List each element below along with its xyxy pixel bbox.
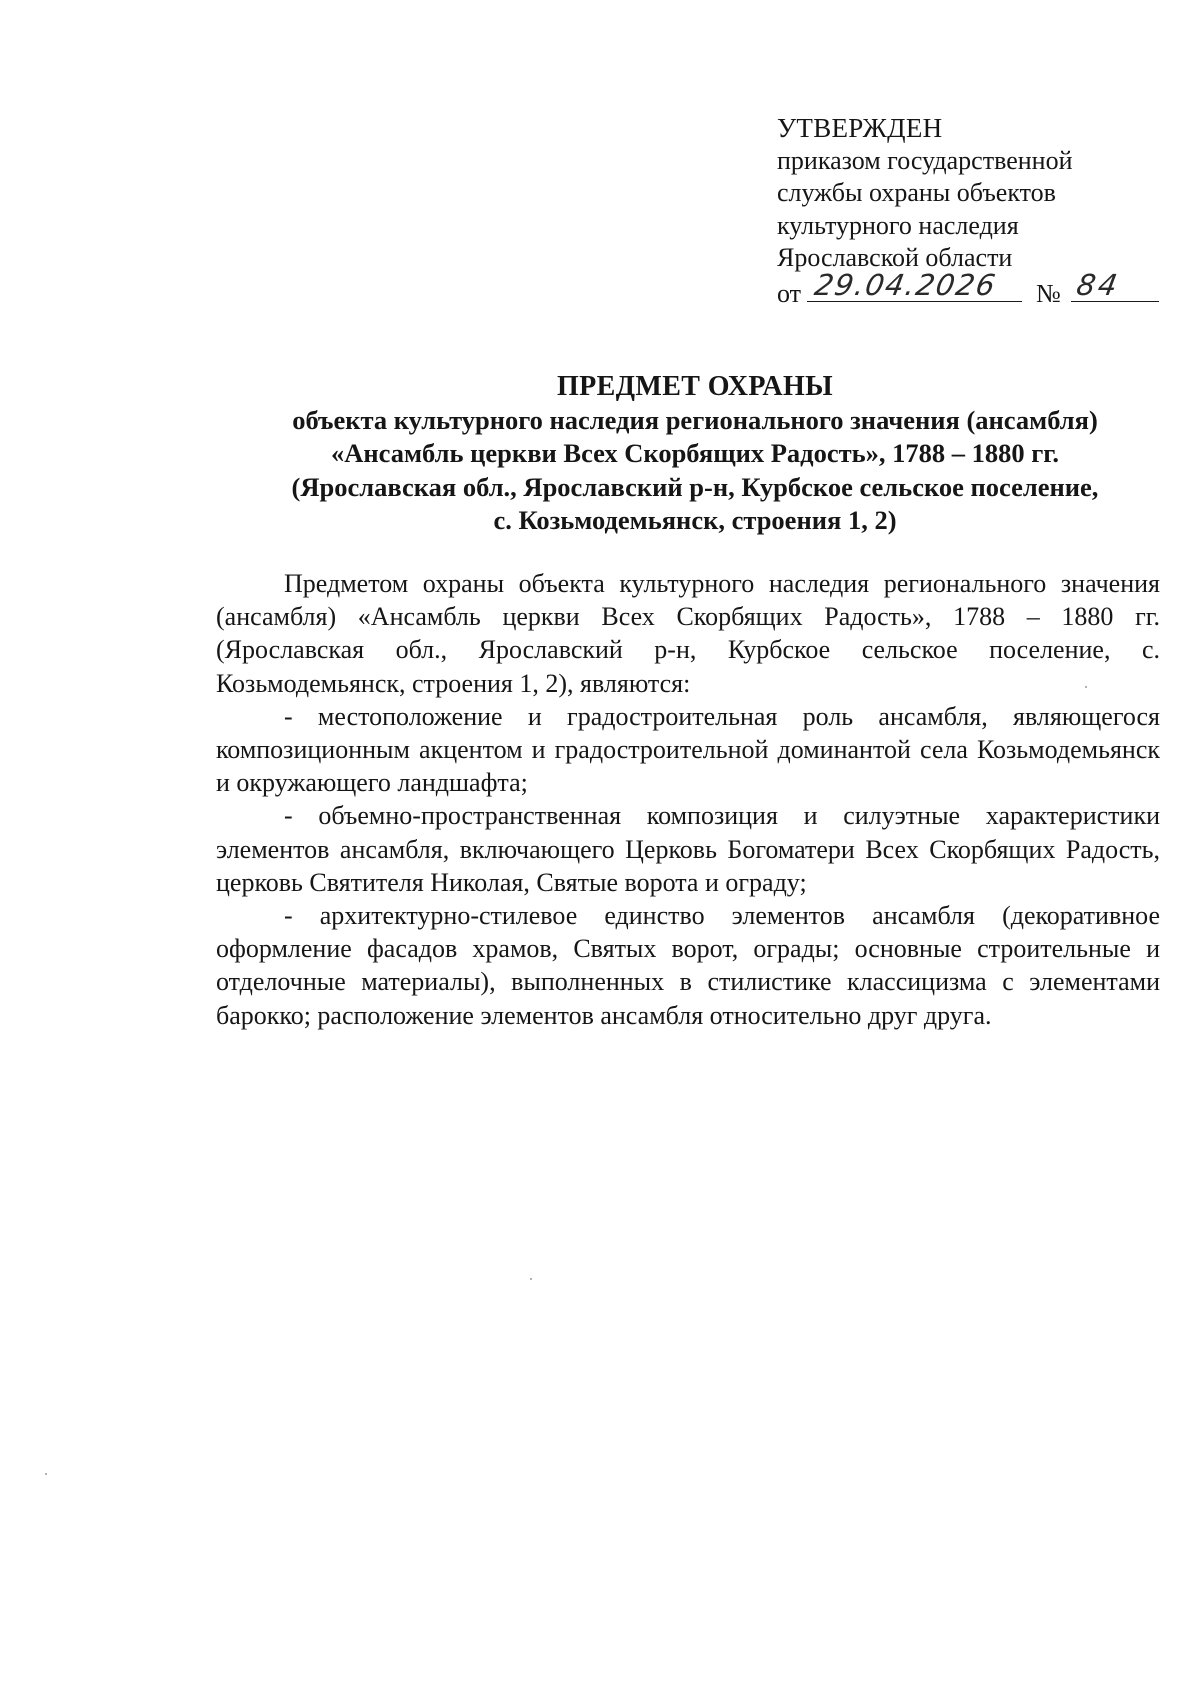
- body-paragraph-intro: Предметом охраны объекта культурного наследия регионального значения (ансамбля) «Ансамбль церкви Всех Скорбящих Радость», 1788 – 1880 гг. (Ярославская обл., Ярославский р-н, Курбское сельское поселение, с. Козьмодемьянск, строения 1, 2), являются:: [216, 569, 1160, 698]
- body-paragraph-item: - архитектурно-стилевое единство элементов ансамбля (декоративное оформление фасадов храмов, Святых ворот, ограды; основные строительные и отделочные материалы), выполненных в стилистике классицизма с элементами барокко; расположение элементов ансамбля относительно друг друга.: [216, 901, 1160, 1030]
- date-prefix: от: [777, 278, 802, 308]
- body-paragraph-item: - местоположение и градостроительная роль ансамбля, являющегося композиционным акцентом и градостроительной доминантой села Козьмодемьянск и окружающего ландшафта;: [216, 701, 1160, 798]
- title-line: (Ярославская обл., Ярославский р-н, Курбское сельское поселение,: [291, 471, 1099, 502]
- title-block: [200, 370, 1190, 538]
- title-line: объекта культурного наследия регионального значения (ансамбля): [292, 404, 1098, 435]
- approval-line: культурного наследия: [777, 210, 1019, 240]
- approval-line: Ярославской области: [777, 243, 1013, 272]
- body-text: [216, 567, 1160, 1032]
- approval-line: приказом государственной: [777, 145, 1073, 175]
- body-paragraph-item: - объемно-пространственная композиция и силуэтные характеристики элементов ансамбля, включающего Церковь Богоматери Всех Скорбящих Радость, церковь Святителя Николая, Святые ворота и ограду;: [216, 801, 1160, 897]
- approval-line: службы охраны объектов: [777, 178, 1056, 207]
- scan-speck: [530, 1278, 532, 1280]
- document-title: ПРЕДМЕТ ОХРАНЫ: [556, 371, 834, 402]
- scan-speck: [45, 1473, 47, 1475]
- scan-speck: [1085, 686, 1087, 688]
- handwritten-date: 29.04.2026: [812, 267, 1000, 302]
- number-fill-line: [1071, 267, 1159, 302]
- approval-heading: УТВЕРЖДЕН: [777, 113, 943, 143]
- title-line: «Ансамбль церкви Всех Скорбящих Радость», 1788 – 1880 гг.: [331, 438, 1059, 468]
- number-sign: №: [1036, 278, 1061, 308]
- date-fill-line: [807, 267, 1022, 302]
- title-line: с. Козьмодемьянск, строения 1, 2): [493, 505, 897, 535]
- handwritten-number: 84: [1073, 267, 1123, 302]
- approval-block: [777, 112, 1167, 309]
- order-date-number-row: [777, 267, 1167, 309]
